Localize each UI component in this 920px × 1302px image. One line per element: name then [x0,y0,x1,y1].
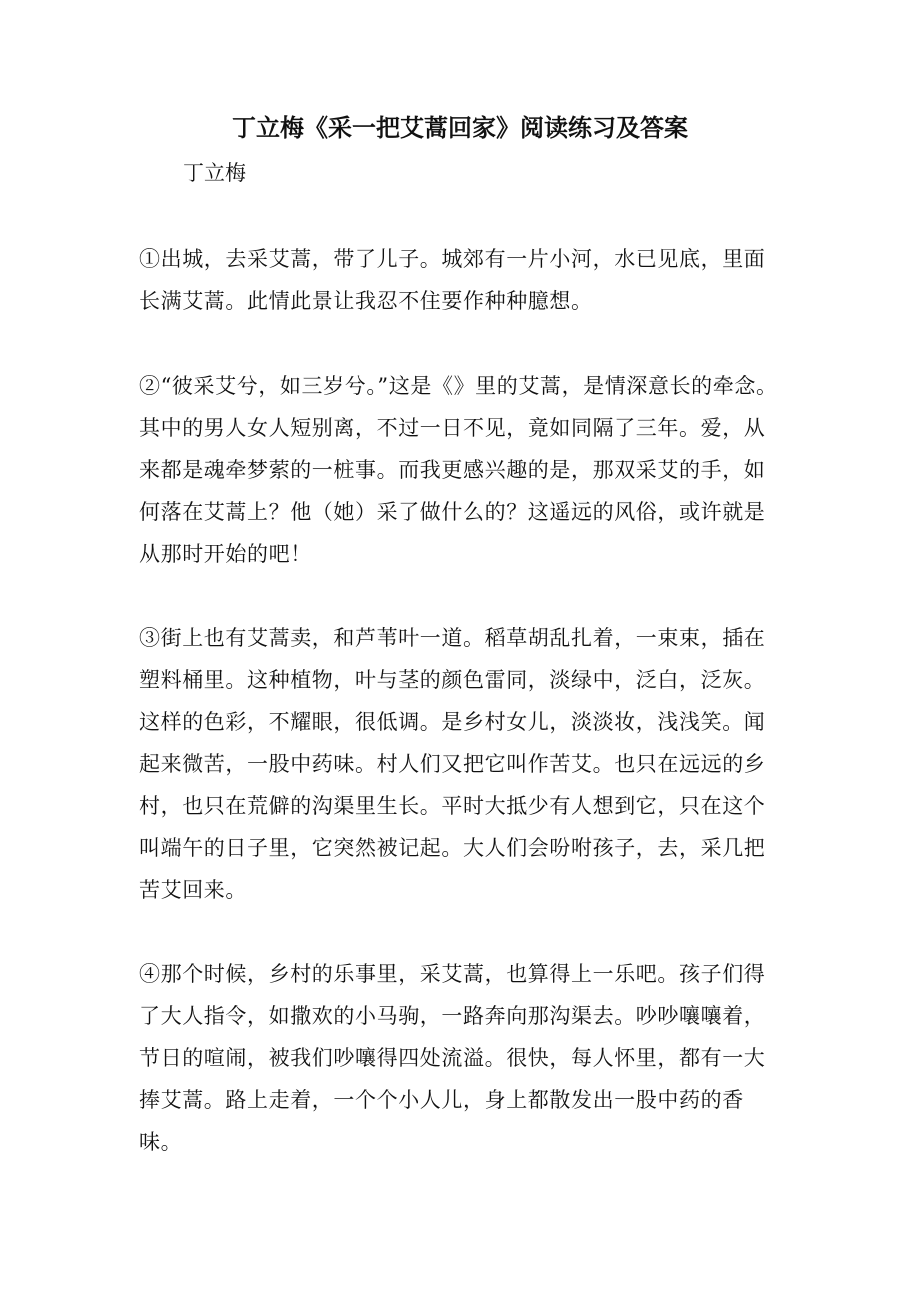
document-title: 丁立梅《采一把艾蒿回家》阅读练习及答案 [232,113,688,142]
paragraph-4: ④那个时候，乡村的乐事里，采艾蒿，也算得上一乐吧。孩子们得了大人指令，如撒欢的小马驹，一路奔向那沟渠去。吵吵嚷嚷着，节日的喧闹，被我们吵嚷得四处流溢。很快，每人怀里，都有一大捧艾蒿。路上走着，一个个小人儿，身上都散发出一股中药的香味。 [139,962,766,1154]
paragraph-3: ③街上也有艾蒿卖，和芦苇叶一道。稻草胡乱扎着，一束束，插在塑料桶里。这种植物，叶与茎的颜色雷同，淡绿中，泛白，泛灰。这样的色彩，不耀眼，很低调。是乡村女儿，淡淡妆，浅浅笑。闻起来微苦，一股中药味。村人们又把它叫作苦艾。也只在远远的乡村，也只在荒僻的沟渠里生长。平时大抵少有人想到它，只在这个叫端午的日子里，它突然被记起。大人们会吩咐孩子，去，采几把苦艾回来。 [139,626,766,902]
paragraph-1: ①出城，去采艾蒿，带了儿子。城郊有一片小河，水已见底，里面长满艾蒿。此情此景让我忍不住要作种种臆想。 [139,247,766,313]
paragraph-2: ②“彼采艾兮，如三岁兮。”这是《》里的艾蒿，是情深意长的牵念。其中的男人女人短别离，不过一日不见，竟如同隔了三年。爱，从来都是魂牵梦萦的一桩事。而我更感兴趣的是，那双采艾的手，如何落在艾蒿上？他（她）采了做什么的？这遥远的风俗，或许就是从那时开始的吧！ [139,374,778,566]
author-name: 丁立梅 [183,161,246,185]
